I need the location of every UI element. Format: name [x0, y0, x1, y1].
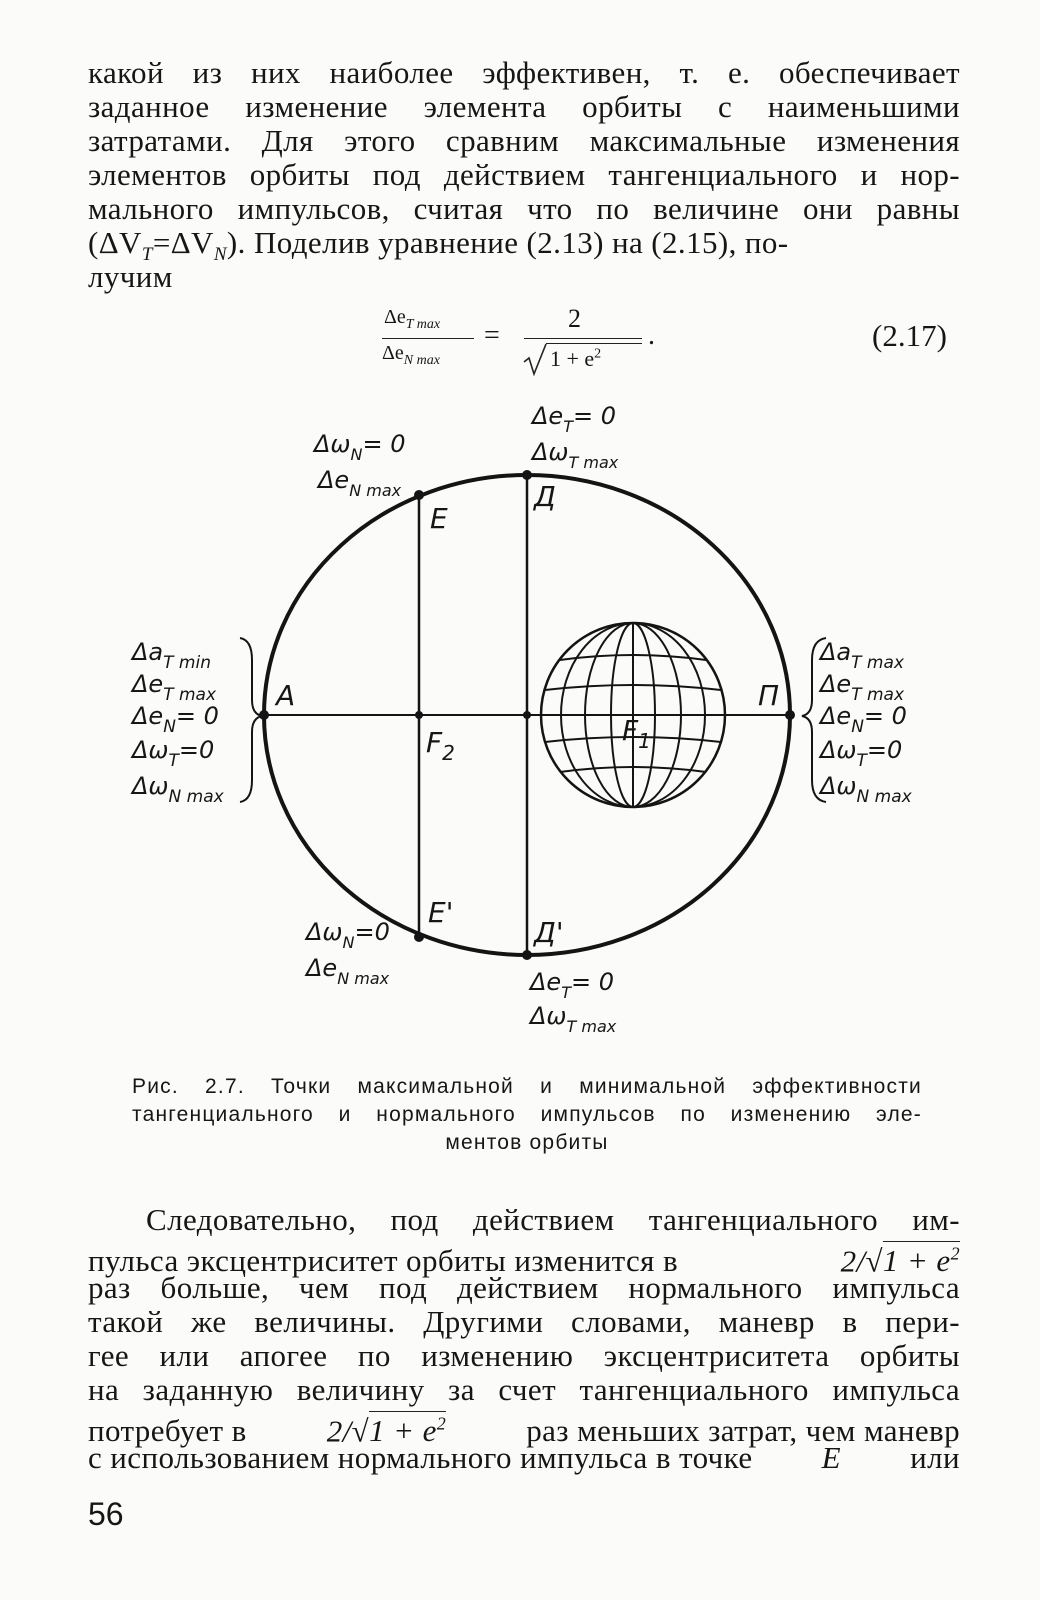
- label-a: A: [276, 679, 296, 712]
- right-group-line: $\Delta e_N= 0$: [820, 702, 907, 737]
- annotation-top-left-1: $\Delta\omega_N= 0$: [314, 430, 406, 464]
- annotation-bottom-left-2: $\Delta e_{N max}$: [306, 954, 390, 988]
- point-p: [785, 710, 795, 720]
- inline-sqrt-expression: $2/√1 + e^2$: [840, 1243, 960, 1279]
- text-line: такой же величины. Другими словами, маневр в пери-: [88, 1304, 960, 1339]
- right-group-line: $\Delta\omega_T=0$: [820, 736, 903, 771]
- annotation-top-mid-2: $\Delta\omega_{T max}$: [532, 438, 619, 472]
- text-line-with-math: пульса эксцентриситет орбиты изменится в $2/√1 + e^2$: [88, 1237, 960, 1278]
- label-p: П: [758, 679, 780, 712]
- left-group-line: $\Delta\omega_T=0$: [132, 736, 215, 771]
- annotation-right-group: [802, 638, 913, 807]
- label-d-prime: Д': [534, 916, 564, 949]
- period: .: [648, 320, 655, 351]
- sqrt-sign: [522, 342, 548, 376]
- lhs-fraction-bar: [382, 338, 474, 339]
- equation-2-17: [378, 300, 678, 380]
- left-group-line: $\Delta e_N= 0$: [132, 702, 219, 737]
- rhs-fraction-bar: [524, 338, 642, 339]
- text-line-with-math: $(\Delta V_T=\Delta V_N)$. Поделив уравнение (2.13) на (2.15), по-: [88, 225, 789, 266]
- rhs-denominator: $1 + e^2$: [550, 346, 602, 371]
- center-point: [523, 711, 531, 719]
- label-f1: $F_1$: [622, 714, 651, 753]
- figure-caption-line: ментов орбиты: [445, 1131, 609, 1154]
- right-group-line: $\Delta e_{T max}$: [820, 670, 905, 705]
- inline-sqrt-expression: $2/√1 + e^2$: [326, 1413, 447, 1449]
- figure-2-7: [0, 390, 1040, 1050]
- point-e: [414, 490, 424, 500]
- figure-caption-line: Рис. 2.7. Точки максимальной и минимальной эффективности: [132, 1075, 922, 1098]
- annotation-top-left-2: $\Delta e_{N max}$: [318, 466, 402, 500]
- right-group-line: $\Delta\omega_{N max}$: [820, 772, 912, 807]
- label-e: E: [430, 502, 448, 535]
- point-d-prime: [522, 950, 532, 960]
- text-line: гее или апогее по изменению эксцентриситета орбиты: [88, 1338, 960, 1373]
- text-line: лучим: [88, 259, 173, 294]
- text-line: заданное изменение элемента орбиты с наименьшими: [88, 89, 960, 124]
- point-d: [522, 470, 532, 480]
- label-d: Д: [534, 480, 556, 513]
- figure-caption-line: тангенциального и нормального импульсов по изменению эле-: [132, 1103, 922, 1126]
- label-e-prime: E': [428, 896, 454, 929]
- page-number: 56: [88, 1496, 124, 1532]
- text-line-with-math: потребует в $2/√1 + e^2$ раз меньших затрат, чем маневр: [88, 1407, 960, 1448]
- right-group-line: $\Delta a_{T max}$: [820, 638, 904, 673]
- annotation-top-mid-1: $\Delta e_T= 0$: [532, 402, 616, 436]
- point-e-prime: [414, 932, 424, 942]
- text-line: мального импульсов, считая что по величине они равны: [88, 191, 960, 226]
- annotation-left-group: [130, 638, 262, 807]
- point-f2: [415, 711, 423, 719]
- text-line: Следовательно, под действием тангенциального им-: [146, 1202, 960, 1237]
- equation-number: (2.17): [872, 318, 947, 353]
- text-line: элементов орбиты под действием тангенциального и нор-: [88, 157, 960, 192]
- lhs-denominator: $\Delta e_{N max}$: [382, 342, 440, 368]
- lhs-numerator: $\Delta e_{T max}$: [384, 306, 441, 332]
- sqrt-overline: [546, 343, 642, 344]
- delta-v-t: ($\Delta V_T=\Delta V_N$: [88, 225, 227, 266]
- equals-sign: =: [484, 320, 500, 351]
- left-group-line: $\Delta\omega_{N max}$: [132, 772, 224, 807]
- rhs-numerator: 2: [568, 304, 581, 333]
- text-line: затратами. Для этого сравним максимальные изменения: [88, 123, 960, 158]
- annotation-bottom-left-1: $\Delta\omega_N=0$: [306, 918, 390, 952]
- left-group-line: $\Delta e_{T max}$: [132, 670, 217, 705]
- annotation-bottom-mid-2: $\Delta\omega_{T max}$: [530, 1002, 617, 1036]
- label-f2: $F_2$: [426, 726, 455, 765]
- text-line: какой из них наиболее эффективен, т. е. обеспечивает: [88, 55, 960, 90]
- left-brace: [240, 638, 262, 802]
- text-line: раз больше, чем под действием нормального импульса: [88, 1270, 960, 1305]
- annotation-bottom-mid-1: $\Delta e_T= 0$: [530, 968, 614, 1002]
- text-line: на заданную величину за счет тангенциального импульса: [88, 1372, 960, 1407]
- left-group-line: $\Delta a_{T min}$: [132, 638, 211, 673]
- text-line-with-math: с использованием нормального импульса в точке E или: [88, 1440, 960, 1475]
